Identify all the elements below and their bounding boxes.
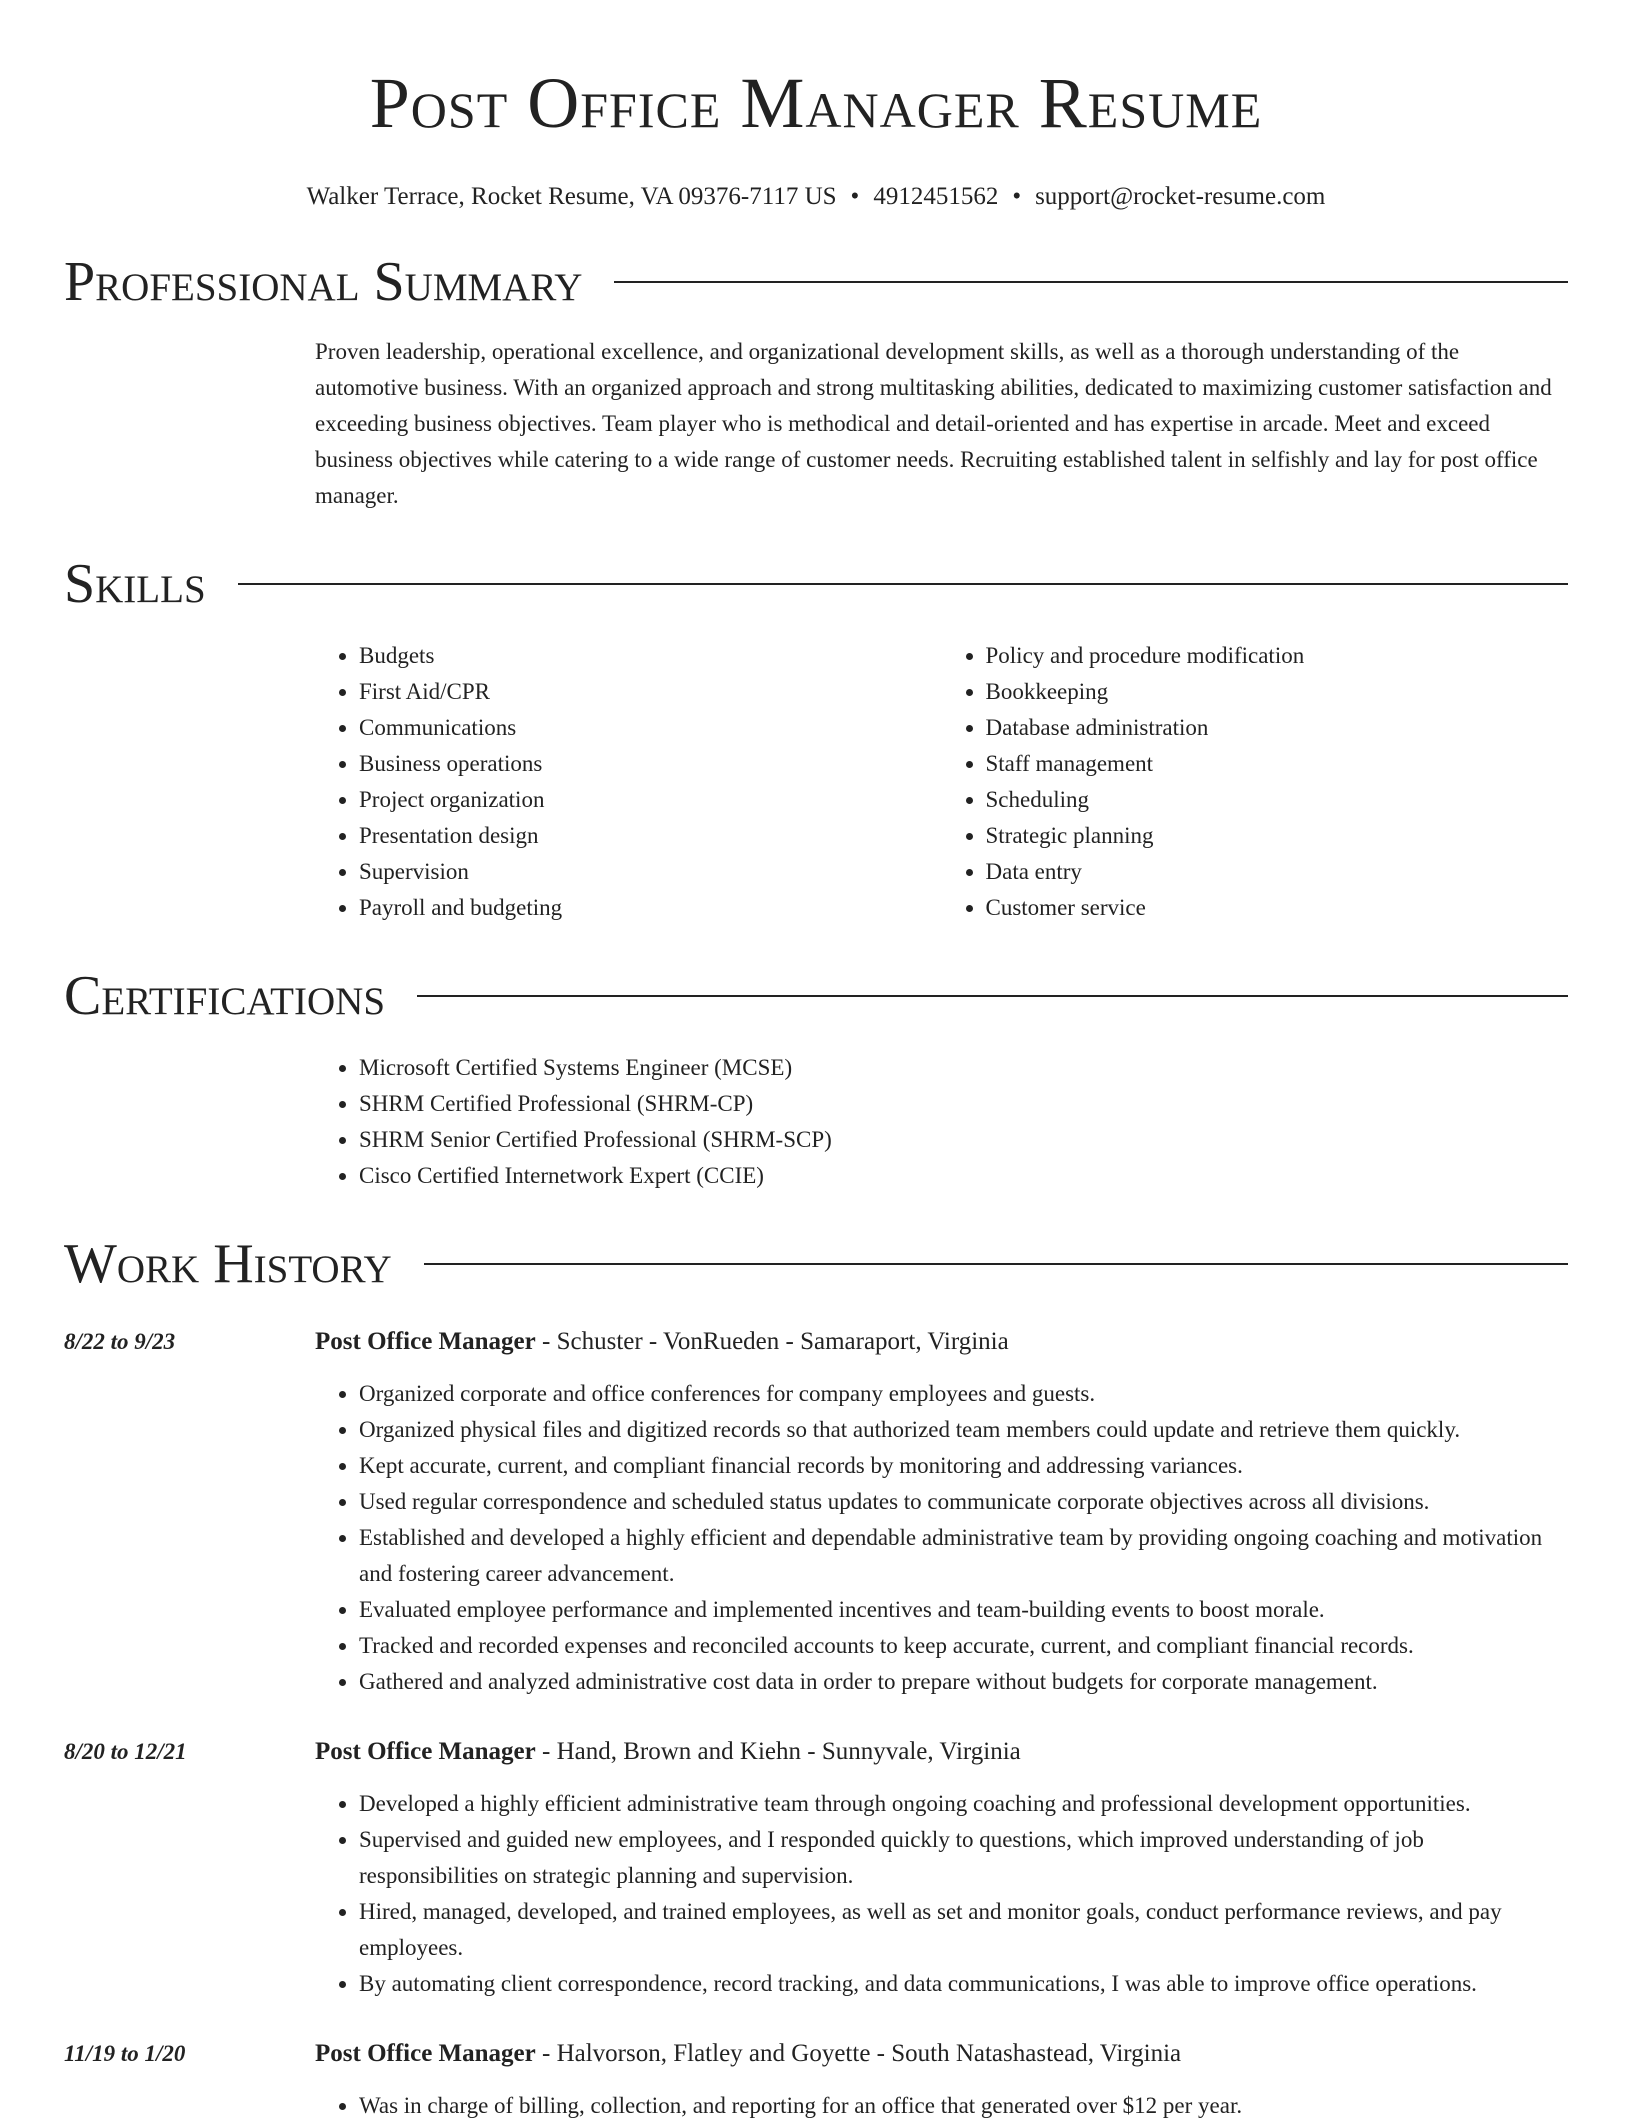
- skill-item: • Scheduling: [986, 782, 1569, 818]
- job-bullet: • Used regular correspondence and scheduled status updates to communicate corporate objectives across all divisions.: [359, 1484, 1568, 1520]
- contact-phone[interactable]: 4912451562: [873, 183, 999, 210]
- job-entry: [64, 2036, 1568, 2124]
- skill-item: • Presentation design: [359, 818, 942, 854]
- skill-item: • Business operations: [359, 746, 942, 782]
- job-bullet: • By automating client correspondence, record tracking, and data communications, I was able to improve office operations.: [359, 1966, 1568, 2002]
- resume-title: Post Office Manager Resume: [369, 63, 1263, 143]
- skills-grid: [315, 638, 1568, 926]
- certifications-section-header: [64, 964, 1568, 1028]
- job-details: [315, 2036, 1568, 2124]
- section-divider: [614, 281, 1568, 283]
- skill-item: • First Aid/CPR: [359, 674, 942, 710]
- certification-item: • Cisco Certified Internetwork Expert (CCIE): [359, 1158, 1568, 1194]
- skill-item: • Project organization: [359, 782, 942, 818]
- job-entry: [64, 1324, 1568, 1700]
- job-dates: 8/22 to 9/23: [64, 1329, 176, 1354]
- job-employer-location: - Hand, Brown and Kiehn - Sunnyvale, Virginia: [535, 1738, 1021, 1765]
- skill-item: • Database administration: [986, 710, 1569, 746]
- job-responsibilities: [315, 1376, 1568, 1700]
- skill-item: • Policy and procedure modification: [986, 638, 1569, 674]
- skills-list-right: [942, 638, 1569, 926]
- section-divider: [417, 995, 1568, 997]
- certification-item: • Microsoft Certified Systems Engineer (MCSE): [359, 1050, 1568, 1086]
- job-responsibilities: [315, 1786, 1568, 2002]
- job-entry: [64, 1734, 1568, 2002]
- job-headline: [315, 1324, 1568, 1360]
- work-history-heading: Work History: [64, 1233, 392, 1295]
- summary-text: Proven leadership, operational excellence, and organizational development skills, as well as a thorough understanding of the automotive business. With an organized approach and strong multitasking abilities, dedicated to maximizing customer satisfaction and exceeding business objectives. Team player who is methodical and detail-oriented and has expertise in arcade. Meet and exceed business objectives while catering to a wide range of customer needs. Recruiting established talent in selfishly and lay for post office manager.: [315, 339, 1552, 508]
- job-headline: [315, 1734, 1568, 1770]
- skill-item: • Customer service: [986, 890, 1569, 926]
- skill-item: • Budgets: [359, 638, 942, 674]
- job-role: Post Office Manager: [315, 2040, 536, 2067]
- skill-item: • Staff management: [986, 746, 1569, 782]
- job-responsibilities: [315, 2088, 1568, 2124]
- skill-item: • Strategic planning: [986, 818, 1569, 854]
- job-bullet: • Organized physical files and digitized records so that authorized team members could update and retrieve them quickly.: [359, 1412, 1568, 1448]
- skill-item: • Supervision: [359, 854, 942, 890]
- job-headline: [315, 2036, 1568, 2072]
- work-history-section-header: [64, 1232, 1568, 1296]
- job-bullet: • Was in charge of billing, collection, and reporting for an office that generated over $12 per year.: [359, 2088, 1568, 2124]
- job-details: [315, 1734, 1568, 2002]
- contact-separator: •: [850, 183, 860, 210]
- job-bullet: • Established and developed a highly efficient and dependable administrative team by providing ongoing coaching and motivation and fostering career advancement.: [359, 1520, 1568, 1592]
- resume-page: [64, 0, 1568, 2124]
- summary-section-header: [64, 250, 1568, 314]
- job-bullet: • Developed a highly efficient administrative team through ongoing coaching and professional development opportunities.: [359, 1786, 1568, 1822]
- contact-address: Walker Terrace, Rocket Resume, VA 09376-7117 US: [306, 183, 837, 210]
- summary-heading: Professional Summary: [64, 251, 583, 313]
- work-history-list: [64, 1324, 1568, 2124]
- skills-heading: Skills: [64, 553, 206, 615]
- job-bullet: • Tracked and recorded expenses and reconciled accounts to keep accurate, current, and compliant financial records.: [359, 1628, 1568, 1664]
- skill-item: • Communications: [359, 710, 942, 746]
- skills-section-header: [64, 552, 1568, 616]
- certifications-block: [315, 1050, 1568, 1194]
- job-dates: 8/20 to 12/21: [64, 1739, 187, 1764]
- contact-line: [64, 182, 1568, 212]
- job-role: Post Office Manager: [315, 1328, 536, 1355]
- certifications-heading: Certifications: [64, 965, 386, 1027]
- certifications-list: [315, 1050, 1568, 1194]
- job-bullet: • Supervised and guided new employees, and I responded quickly to questions, which improved understanding of job responsibilities on strategic planning and supervision.: [359, 1822, 1568, 1894]
- job-dates: 11/19 to 1/20: [64, 2041, 186, 2066]
- skill-item: • Bookkeeping: [986, 674, 1569, 710]
- contact-separator: •: [1012, 183, 1022, 210]
- job-details: [315, 1324, 1568, 1700]
- job-bullet: • Gathered and analyzed administrative cost data in order to prepare without budgets for corporate management.: [359, 1664, 1568, 1700]
- job-bullet: • Organized corporate and office conferences for company employees and guests.: [359, 1376, 1568, 1412]
- job-bullet: • Evaluated employee performance and implemented incentives and team-building events to boost morale.: [359, 1592, 1568, 1628]
- contact-email[interactable]: support@rocket-resume.com: [1035, 183, 1326, 210]
- job-employer-location: - Schuster - VonRueden - Samaraport, Virginia: [535, 1328, 1009, 1355]
- skill-item: • Payroll and budgeting: [359, 890, 942, 926]
- skills-list-left: [315, 638, 942, 926]
- section-divider: [238, 583, 1568, 585]
- certification-item: • SHRM Certified Professional (SHRM-CP): [359, 1086, 1568, 1122]
- job-role: Post Office Manager: [315, 1738, 536, 1765]
- certification-item: • SHRM Senior Certified Professional (SHRM-SCP): [359, 1122, 1568, 1158]
- job-employer-location: - Halvorson, Flatley and Goyette - South Natashastead, Virginia: [535, 2040, 1182, 2067]
- section-divider: [424, 1263, 1568, 1265]
- job-bullet: • Kept accurate, current, and compliant financial records by monitoring and addressing variances.: [359, 1448, 1568, 1484]
- skill-item: • Data entry: [986, 854, 1569, 890]
- job-bullet: • Hired, managed, developed, and trained employees, as well as set and monitor goals, conduct performance reviews, and pay employees.: [359, 1894, 1568, 1966]
